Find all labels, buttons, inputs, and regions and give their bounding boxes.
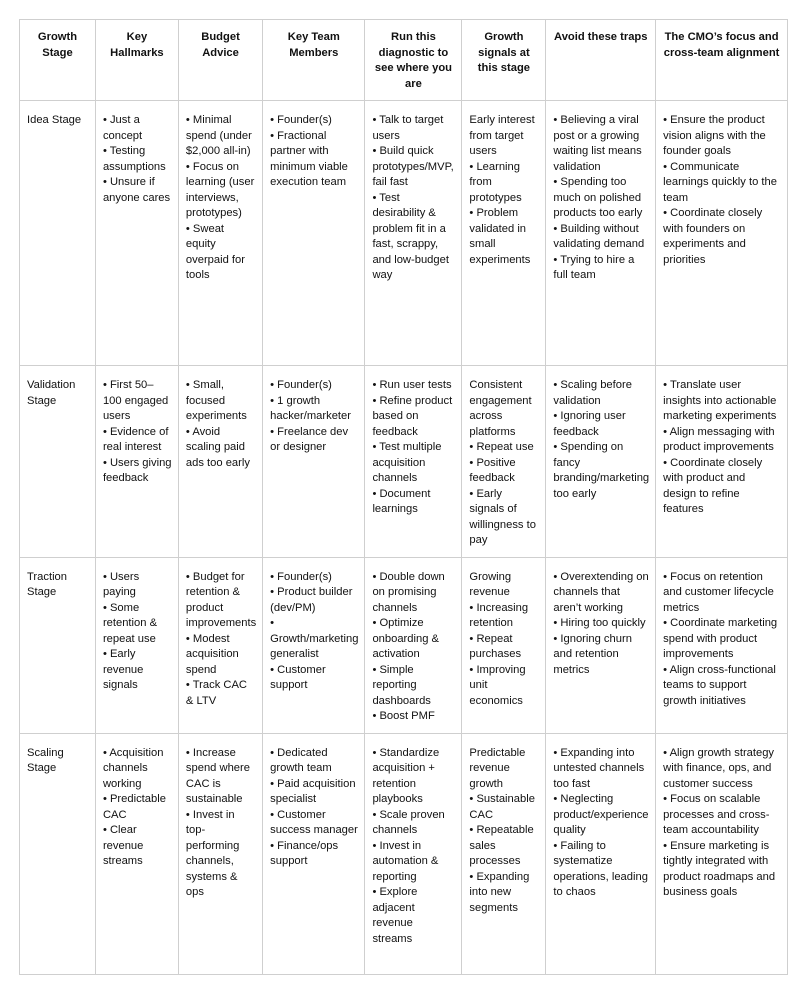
list-item: • Scaling before validation	[553, 379, 632, 407]
list-item: • Repeat use	[469, 441, 534, 453]
hallmarks-cell	[95, 733, 178, 974]
list-item: • Align messaging with product improvements	[663, 425, 775, 453]
list-item: • Early signals of willingness to pay	[469, 487, 536, 546]
list-item: • Users giving feedback	[102, 456, 172, 484]
list-item: • Users paying	[102, 570, 140, 598]
table-row	[20, 733, 788, 974]
list-item: • Align cross-functional teams to support growth initiatives	[663, 663, 776, 707]
traps-cell	[546, 366, 656, 558]
list-item: • Focus on learning (user interviews, prototypes)	[185, 160, 255, 219]
list-item: Consistent engagement across platforms	[469, 379, 532, 438]
list-item: • Ignoring churn and retention metrics	[553, 632, 632, 676]
list-item: • Focus on retention and customer lifecycle metrics	[663, 570, 774, 614]
list-item: • Focus on scalable processes and cross-team accountability	[663, 793, 770, 836]
list-item: • Trying to hire a full team	[553, 253, 635, 281]
list-item: • Paid acquisition specialist	[270, 777, 356, 805]
list-item: • Document learnings	[372, 487, 431, 515]
list-item: • Coordinate closely with founders on experiments and priorities	[663, 207, 763, 266]
signals-cell	[462, 366, 546, 558]
list-item: • Invest in automation & reporting	[372, 839, 439, 883]
traps-cell	[546, 557, 656, 733]
header-avoid-traps: Avoid these traps	[546, 20, 656, 101]
growth-stage-table	[19, 19, 788, 975]
list-item: • Ignoring user feedback	[553, 410, 626, 438]
budget-cell	[178, 733, 262, 974]
list-item: • Believing a viral post or a growing waiting list means validation	[553, 114, 642, 173]
list-item: • Fractional partner with minimum viable execution team	[270, 129, 348, 188]
header-key-team-members: Key Team Members	[263, 20, 365, 101]
list-item: • Repeat purchases	[469, 632, 522, 660]
hallmarks-cell	[95, 101, 178, 366]
budget-cell	[178, 366, 262, 558]
header-cmo-focus: The CMO’s focus and cross-team alignment	[656, 20, 788, 101]
list-item: • Talk to target users	[372, 114, 444, 142]
cmo-cell	[656, 366, 788, 558]
list-item: • Some retention & repeat use	[102, 601, 158, 645]
list-item: • Clear revenue streams	[102, 824, 144, 867]
list-item: • Test desirability & problem fit in a fast, scrappy, and low-budget way	[372, 191, 449, 281]
list-item: • Repeatable sales processes	[469, 824, 534, 867]
list-item: • Failing to systematize operations, leading to chaos	[553, 839, 648, 898]
list-item: • Invest in top-performing channels, systems & ops	[185, 808, 240, 898]
budget-cell	[178, 101, 262, 366]
team-cell	[263, 101, 365, 366]
stage-cell: Validation Stage	[20, 366, 96, 558]
list-item: • Boost PMF	[372, 710, 435, 722]
hallmarks-cell	[95, 557, 178, 733]
list-item: • Problem validated in small experiments	[469, 207, 531, 266]
list-item: • Spending too much on polished products too early	[553, 176, 643, 219]
list-item: • Building without validating demand	[553, 222, 645, 250]
list-item: • Standardize acquisition + retention playbooks	[372, 746, 440, 805]
cmo-cell	[656, 101, 788, 366]
list-item: • Double down on promising channels	[372, 570, 445, 614]
list-item: • Ensure the product vision aligns with the founder goals	[663, 114, 766, 157]
list-item: • Customer support	[270, 663, 326, 691]
traps-cell	[546, 733, 656, 974]
list-item: • Small, focused experiments	[185, 379, 247, 422]
header-row	[20, 20, 788, 101]
list-item: Predictable revenue growth	[469, 746, 526, 790]
list-item: • Founder(s)	[270, 379, 332, 391]
header-growth-stage: Growth Stage	[20, 20, 96, 101]
list-item: • Finance/ops support	[270, 839, 339, 867]
signals-cell	[462, 733, 546, 974]
stage-cell: Idea Stage	[20, 101, 96, 366]
list-item: • Sustainable CAC	[469, 793, 535, 821]
stage-cell: Traction Stage	[20, 557, 96, 733]
signals-cell	[462, 101, 546, 366]
list-item: • Sweat equity overpaid for tools	[185, 222, 245, 281]
list-item: • Early revenue signals	[102, 648, 144, 691]
team-cell	[263, 557, 365, 733]
list-item: • Increasing retention	[469, 601, 529, 629]
list-item: • Avoid scaling paid ads too early	[185, 425, 250, 469]
list-item: • Hiring too quickly	[553, 617, 646, 629]
list-item: • Translate user insights into actionable marketing experiments	[663, 379, 777, 422]
table-row	[20, 101, 788, 366]
list-item: • Positive feedback	[469, 456, 516, 484]
table-row	[20, 366, 788, 558]
diagnostic-cell	[365, 733, 462, 974]
list-item: • Modest acquisition spend	[185, 632, 239, 676]
header-growth-signals: Growth signals at this stage	[462, 20, 546, 101]
diagnostic-cell	[365, 101, 462, 366]
list-item: • Learning from prototypes	[469, 160, 522, 204]
list-item: • Budget for retention & product improvements	[185, 570, 257, 629]
diagnostic-cell	[365, 366, 462, 558]
list-item: • Founder(s)	[270, 570, 332, 583]
list-item: • Refine product based on feedback	[372, 394, 453, 438]
list-item: • Communicate learnings quickly to the team	[663, 160, 777, 204]
list-item: • Product builder (dev/PM)	[270, 586, 353, 614]
list-item: • Explore adjacent revenue streams	[372, 886, 418, 945]
list-item: • Ensure marketing is tightly integrated with product roadmaps and business goals	[663, 839, 776, 898]
list-item: • Build quick prototypes/MVP, fail fast	[372, 145, 454, 188]
list-item: • 1 growth hacker/marketer	[270, 394, 351, 422]
list-item: • Coordinate marketing spend with product improvements	[663, 617, 778, 660]
cmo-cell	[656, 733, 788, 974]
list-item: • Test multiple acquisition channels	[372, 441, 442, 484]
header-budget-advice: Budget Advice	[178, 20, 262, 101]
list-item: • Coordinate closely with product and design to refine features	[663, 456, 763, 515]
list-item: • Expanding into new segments	[469, 870, 530, 914]
list-item: • Founder(s)	[270, 114, 332, 126]
list-item: • Optimize onboarding & activation	[372, 617, 439, 660]
list-item: • Dedicated growth team	[270, 746, 332, 774]
hallmarks-cell	[95, 366, 178, 558]
stage-cell: Scaling Stage	[20, 733, 96, 974]
list-item: • Scale proven channels	[372, 808, 445, 836]
list-item: • Predictable CAC	[102, 793, 166, 821]
list-item: • First 50–100 engaged users	[102, 379, 169, 422]
list-item: • Overextending on channels that aren’t working	[553, 570, 649, 614]
list-item: • Evidence of real interest	[102, 425, 169, 453]
list-item: Growing revenue	[469, 570, 512, 598]
list-item: • Neglecting product/experience quality	[553, 793, 649, 836]
list-item: • Spending on fancy branding/marketing too early	[553, 441, 650, 500]
list-item: • Unsure if anyone cares	[102, 176, 171, 204]
list-item: • Run user tests	[372, 379, 452, 391]
list-item: • Growth/marketing generalist	[270, 617, 359, 660]
list-item: • Align growth strategy with finance, ops, and customer success	[663, 746, 775, 790]
list-item: • Increase spend where CAC is sustainable	[185, 746, 250, 805]
list-item: Early interest from target users	[469, 114, 535, 157]
team-cell	[263, 733, 365, 974]
list-item: • Expanding into untested channels too fast	[553, 746, 645, 790]
list-item: • Freelance dev or designer	[270, 425, 349, 453]
list-item: • Improving unit economics	[469, 663, 526, 707]
list-item: • Testing assumptions	[102, 145, 166, 173]
list-item: • Acquisition channels working	[102, 746, 164, 790]
budget-cell	[178, 557, 262, 733]
header-key-hallmarks: Key Hallmarks	[95, 20, 178, 101]
traps-cell	[546, 101, 656, 366]
list-item: • Minimal spend (under $2,000 all-in)	[185, 114, 252, 157]
list-item: • Just a concept	[102, 114, 143, 142]
list-item: • Simple reporting dashboards	[372, 663, 431, 707]
table-row	[20, 557, 788, 733]
header-diagnostic: Run this diagnostic to see where you are	[365, 20, 462, 101]
diagnostic-cell	[365, 557, 462, 733]
signals-cell	[462, 557, 546, 733]
cmo-cell	[656, 557, 788, 733]
team-cell	[263, 366, 365, 558]
list-item: • Track CAC & LTV	[185, 679, 248, 707]
list-item: • Customer success manager	[270, 808, 358, 836]
